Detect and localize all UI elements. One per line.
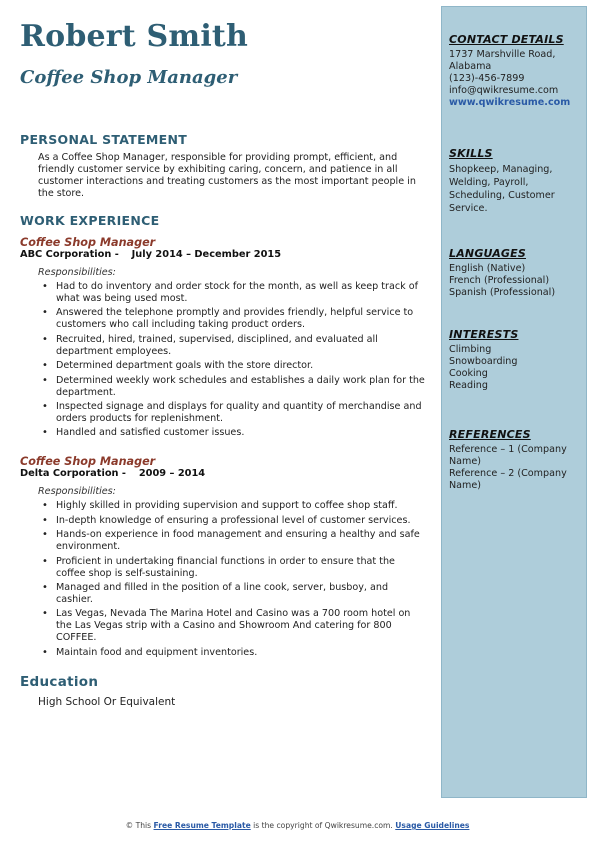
job-company-line	[20, 249, 425, 261]
footer-middle: is the copyright of Qwikresume.com.	[253, 821, 393, 830]
list-item: • Answered the telephone promptly and provides friendly, helpful service to customers who call including taking product orders.	[56, 307, 425, 331]
list-item: Spanish (Professional)	[449, 287, 556, 298]
work-experience-section	[20, 213, 425, 659]
list-item: Cooking	[449, 368, 488, 379]
personal-statement-section	[20, 132, 425, 200]
job-company: ABC Corporation -	[20, 249, 119, 260]
list-item: Climbing	[449, 344, 492, 355]
responsibilities-label: Responsibilities:	[38, 486, 116, 498]
responsibilities-label: Responsibilities:	[38, 267, 116, 278]
skills-section	[449, 147, 585, 215]
job-company: Delta Corporation -	[20, 468, 127, 480]
job-title: Coffee Shop Manager	[20, 455, 156, 469]
usage-guidelines-link[interactable]: Usage Guidelines	[395, 821, 470, 830]
job-title: Coffee Shop Manager	[20, 236, 156, 249]
languages-section	[449, 247, 585, 299]
main-column	[20, 132, 425, 708]
responsibility-list	[20, 281, 425, 439]
job-dates: July 2014 – December 2015	[131, 249, 282, 260]
skills-heading: SKILLS	[449, 147, 493, 160]
languages-heading: LANGUAGES	[449, 247, 526, 260]
education-heading: Education	[20, 673, 99, 690]
list-item: English (Native)	[449, 263, 526, 274]
footer-prefix: © This	[125, 821, 152, 830]
list-item: • Maintain food and equipment inventories.	[56, 647, 425, 659]
list-item: • Determined department goals with the store director.	[56, 360, 425, 372]
list-item: • Las Vegas, Nevada The Marina Hotel and Casino was a 700 room hotel on the Las Vegas strip with a Casino and Showroom And catering for 800 COFFEE.	[56, 608, 425, 644]
list-item: • In-depth knowledge of ensuring a professional level of customer services.	[56, 515, 425, 527]
resume-name: Robert Smith	[20, 19, 248, 54]
education-text: High School Or Equivalent	[38, 695, 176, 708]
responsibility-list	[20, 500, 425, 658]
references-heading: REFERENCES	[449, 428, 531, 441]
address-line: 1737 Marshville Road,	[449, 49, 556, 60]
sidebar	[441, 6, 587, 798]
skills-text: Shopkeep, Managing, Welding, Payroll, Scheduling, Customer Service.	[449, 164, 555, 214]
list-item: • Hands-on experience in food management and ensuring a healthy and safe environment.	[56, 529, 425, 553]
list-item: Snowboarding	[449, 356, 518, 367]
work-experience-heading: WORK EXPERIENCE	[20, 213, 160, 228]
education-section	[20, 675, 425, 708]
interests-heading: INTERESTS	[449, 328, 519, 341]
list-item: French (Professional)	[449, 275, 550, 286]
personal-statement-heading: PERSONAL STATEMENT	[20, 132, 188, 147]
job-company-line	[20, 468, 425, 480]
phone-number: (123)-456-7899	[449, 73, 525, 84]
list-item: • Managed and filled in the position of a line cook, server, busboy, and cashier.	[56, 582, 425, 606]
list-item: • Proficient in undertaking financial functions in order to ensure that the coffee shop is self-sustaining.	[56, 556, 425, 580]
contact-heading: CONTACT DETAILS	[449, 33, 564, 46]
free-resume-template-link[interactable]: Free Resume Template	[153, 821, 251, 830]
job-dates: 2009 – 2014	[138, 468, 206, 480]
references-section	[449, 428, 585, 492]
interests-section	[449, 328, 585, 392]
list-item: • Recruited, hired, trained, supervised, disciplined, and evaluated all department employees.	[56, 334, 425, 358]
list-item: • Had to do inventory and order stock for the month, as well as keep track of what was being used most.	[56, 281, 425, 305]
address-line: Alabama	[449, 61, 492, 72]
resume-title: Coffee Shop Manager	[20, 67, 238, 88]
personal-statement-text: As a Coffee Shop Manager, responsible for providing prompt, efficient, and friendly customer service by exhibiting caring, concern, and patience in all customer interactions and treating customers as the most important people in the store.	[38, 152, 416, 199]
email-address: info@qwikresume.com	[449, 85, 559, 96]
list-item: • Determined weekly work schedules and establishes a daily work plan for the department.	[56, 375, 425, 399]
website-link[interactable]: www.qwikresume.com	[449, 97, 571, 108]
list-item: • Highly skilled in providing supervision and support to coffee shop staff.	[56, 500, 425, 512]
job-entry	[20, 455, 425, 658]
contact-section	[449, 33, 585, 109]
list-item: Reference – 1 (Company Name)	[449, 444, 567, 467]
job-entry	[20, 236, 425, 439]
footer	[0, 821, 595, 830]
list-item: • Handled and satisfied customer issues.	[56, 427, 425, 439]
list-item: Reference – 2 (Company Name)	[449, 468, 567, 491]
list-item: • Inspected signage and displays for quality and quantity of merchandise and orders products for replenishment.	[56, 401, 425, 425]
list-item: Reading	[449, 380, 488, 391]
